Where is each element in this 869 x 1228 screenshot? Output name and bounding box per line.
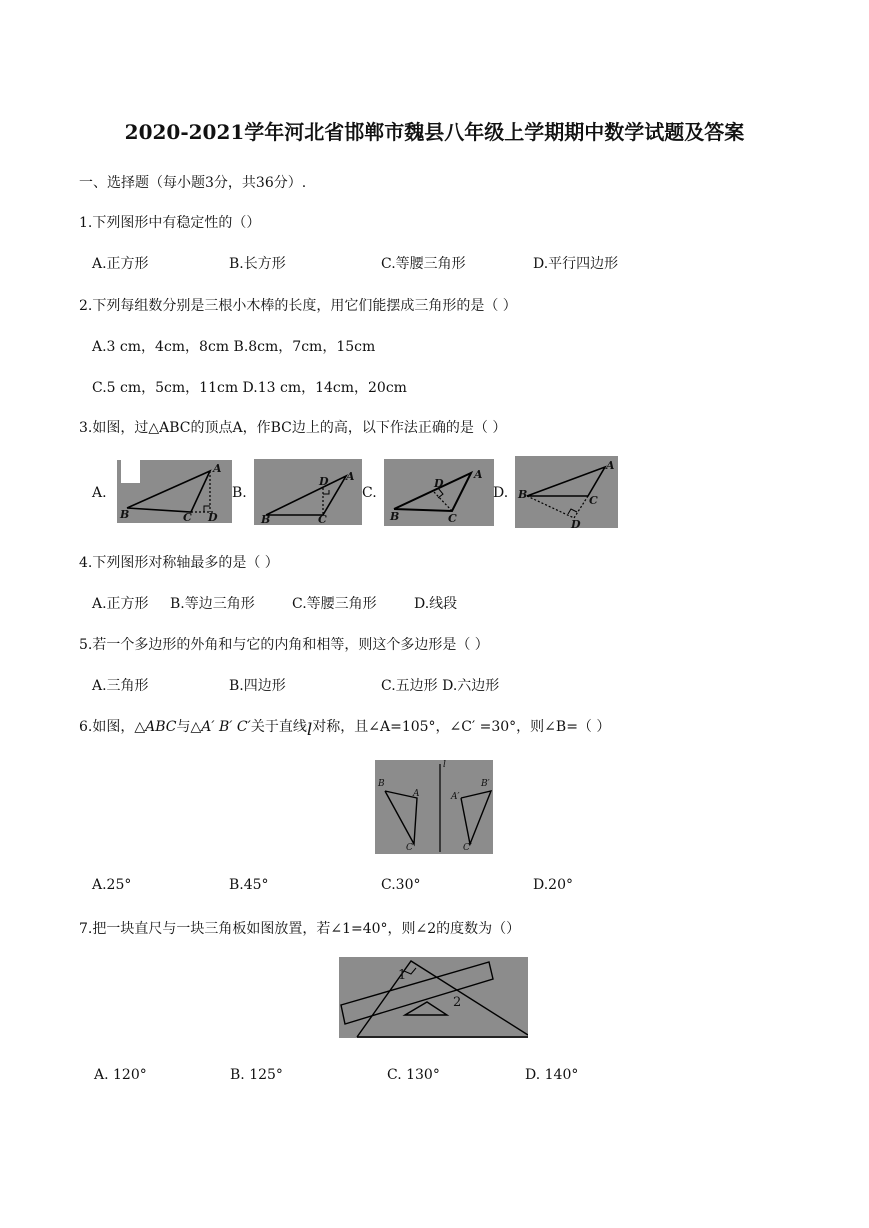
q6-option-b: B.45° (229, 877, 269, 893)
label-d: D (571, 518, 581, 531)
question-3-stem: 3.如图，过△ABC的顶点A，作BC边上的高，以下作法正确的是（ ） (79, 420, 507, 436)
label-angle-1: 1 (398, 968, 407, 983)
figure-corner-patch (121, 460, 140, 483)
q3-option-b-letter: B. (232, 485, 247, 501)
q7-option-d: D. 140° (525, 1067, 579, 1083)
q7-option-c: C. 130° (387, 1067, 440, 1083)
q1-option-a: A.正方形 (92, 256, 149, 272)
q7-option-b: B. 125° (230, 1067, 283, 1083)
label-l: l (443, 760, 446, 770)
q6-stem-pre: 6.如图， (79, 719, 135, 735)
page-title: 2020-2021学年河北省邯郸市魏县八年级上学期期中数学试题及答案 (124, 120, 745, 144)
q5-option-cd: C.五边形 D.六边形 (381, 678, 500, 694)
q6-stem-mid2: 关于直线 (250, 719, 307, 735)
label-b-prime: B′ (481, 779, 490, 789)
q7-figure (339, 957, 528, 1038)
q4-option-a: A.正方形 (92, 596, 149, 612)
label-c: C (406, 843, 413, 853)
label-a: A (413, 789, 420, 799)
label-c: C (318, 513, 327, 526)
question-4-stem: 4.下列图形对称轴最多的是（ ） (79, 555, 279, 571)
label-b: B (390, 510, 400, 523)
q6-option-a: A.25° (92, 877, 132, 893)
label-c: C (589, 494, 598, 507)
label-c: C (183, 511, 192, 524)
label-a-prime: A′ (451, 792, 460, 802)
q1-option-d: D.平行四边形 (533, 256, 619, 272)
q6-option-c: C.30° (381, 877, 421, 893)
q3-figure-d (515, 456, 618, 531)
label-b: B (261, 513, 271, 526)
label-a: A (346, 470, 355, 483)
label-b: B (120, 508, 130, 521)
q3-figure-b (254, 459, 362, 525)
q1-option-c: C.等腰三角形 (381, 256, 466, 272)
q3-option-d-letter: D. (493, 485, 509, 501)
question-7-stem: 7.把一块直尺与一块三角板如图放置，若∠1=40°，则∠2的度数为（） (79, 921, 521, 937)
q2-options-row-2: C.5 cm，5cm，11cm D.13 cm，14cm，20cm (92, 380, 407, 396)
question-6-stem (79, 716, 611, 740)
q6-triangle-abc-prime: △A′ B′ C′ (190, 719, 251, 735)
q6-stem-mid: 与 (176, 719, 191, 735)
question-2-stem: 2.下列每组数分别是三根小木棒的长度，用它们能摆成三角形的是（ ） (79, 298, 517, 314)
q6-triangle-abc: △ABC (134, 719, 177, 735)
q4-option-b: B.等边三角形 (170, 596, 255, 612)
q6-option-d: D.20° (533, 877, 573, 893)
label-c: C (448, 512, 457, 525)
q2-options-row-1: A.3 cm，4cm，8cm B.8cm，7cm，15cm (92, 339, 376, 355)
label-d: D (208, 511, 218, 524)
q1-option-b: B.长方形 (229, 256, 286, 272)
label-a: A (213, 462, 222, 475)
q3-figure-c (384, 459, 494, 526)
label-a: A (474, 468, 483, 481)
label-b: B (378, 779, 385, 789)
label-d: D (434, 477, 444, 490)
q5-option-a: A.三角形 (92, 678, 149, 694)
q3-figure-a (117, 460, 232, 523)
label-d: D (319, 475, 329, 488)
q3-option-a-letter: A. (92, 485, 107, 501)
q7-option-a: A. 120° (94, 1067, 147, 1083)
q4-option-d: D.线段 (414, 596, 458, 612)
q6-figure (375, 760, 493, 854)
section-heading: 一、选择题（每小题3分，共36分）. (79, 175, 307, 191)
label-b: B (518, 488, 528, 501)
label-a: A (606, 459, 615, 472)
q3-option-c-letter: C. (362, 485, 377, 501)
label-c-prime: C′ (463, 843, 472, 853)
q6-line-l: l (306, 720, 313, 740)
q6-stem-post: 对称，且∠A=105°，∠C′ =30°，则∠B=（ ） (312, 719, 611, 735)
label-angle-2: 2 (453, 995, 462, 1010)
q5-option-b: B.四边形 (229, 678, 286, 694)
q4-option-c: C.等腰三角形 (292, 596, 377, 612)
question-5-stem: 5.若一个多边形的外角和与它的内角和相等，则这个多边形是（ ） (79, 637, 489, 653)
question-1-stem: 1.下列图形中有稳定性的（） (79, 215, 261, 231)
